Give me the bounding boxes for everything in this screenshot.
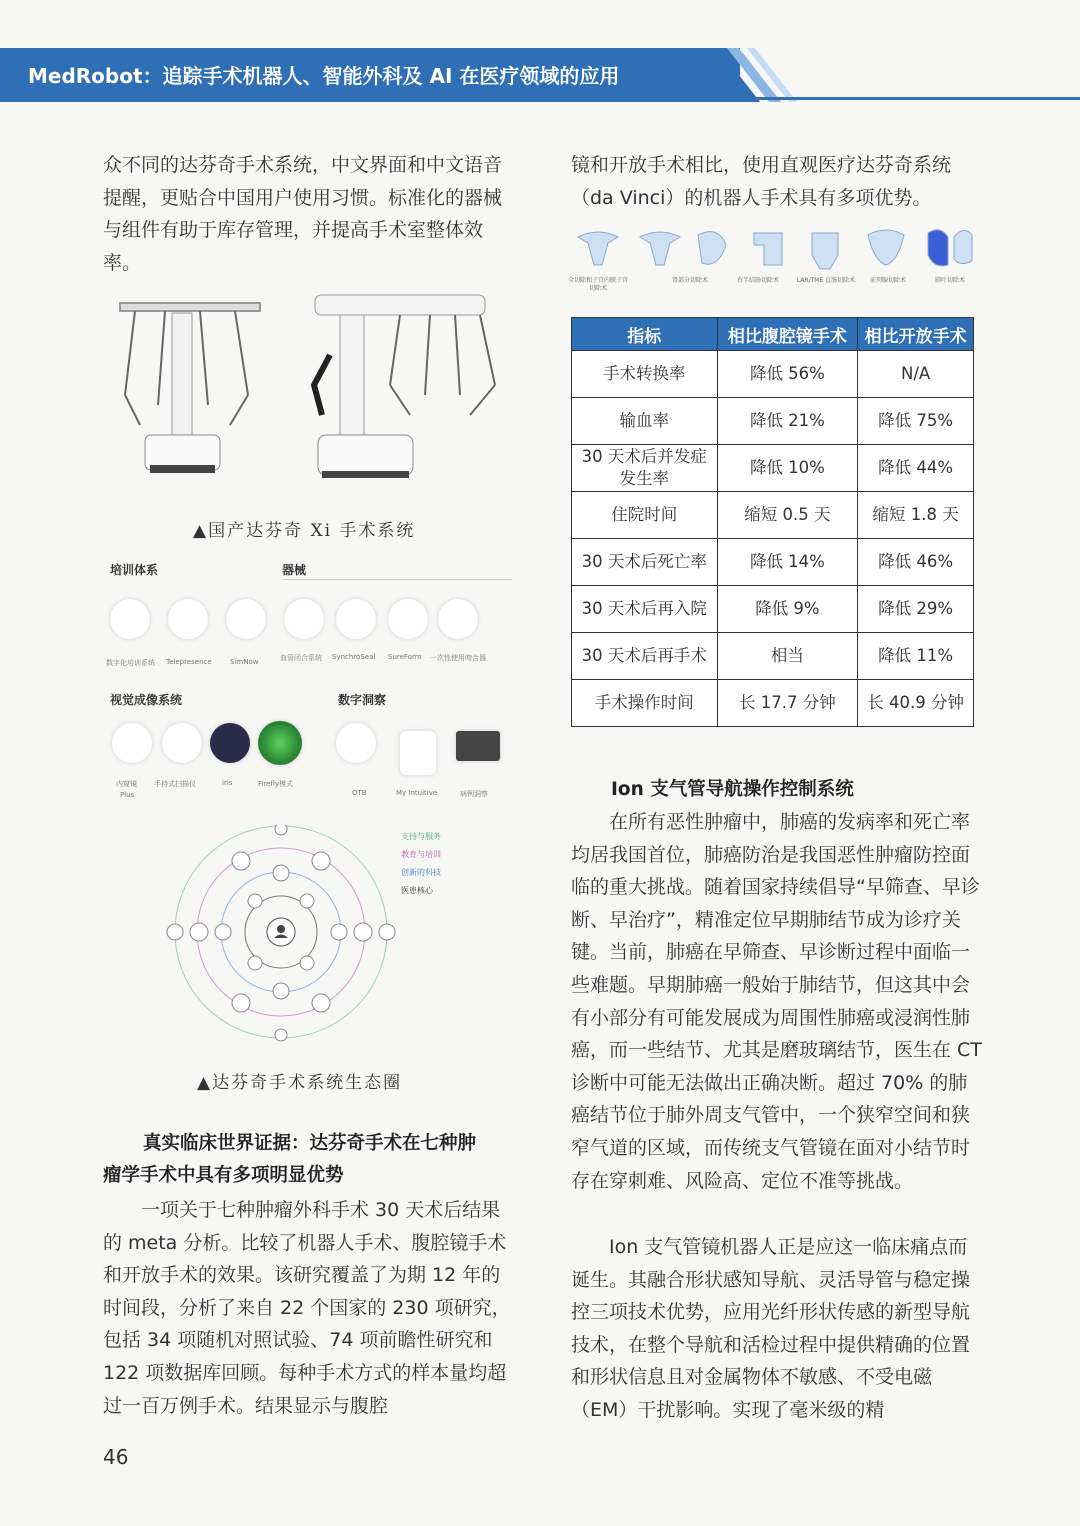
table-row <box>572 492 974 539</box>
table-cell: 降低 29% <box>858 586 974 633</box>
divider <box>282 579 512 580</box>
ion-section-title: Ion 支气管导航操作控制系统 <box>611 779 854 800</box>
simulator-icon <box>226 599 266 639</box>
figure-caption-xi: ▲国产达芬奇 Xi 手术系统 <box>193 521 416 541</box>
table-cell: 相当 <box>717 633 858 680</box>
instrument-icon <box>388 599 428 639</box>
instrument-label: SynchroSeal <box>332 653 376 661</box>
phone-icon <box>400 731 436 775</box>
organ-label: 全切除和子宫内膜子宫切除术 <box>568 277 629 292</box>
figure-caption-ecosystem: ▲达芬奇手术系统生态圈 <box>197 1073 403 1093</box>
digital-title: 数字洞察 <box>338 693 387 707</box>
table-header-row <box>572 318 974 351</box>
instrument-icon <box>336 599 376 639</box>
instrument-label: 一次性使用吻合器 <box>430 654 486 662</box>
table-header: 相比开放手术 <box>858 318 974 351</box>
organ-illustration-strip <box>568 225 978 305</box>
table-cell: 缩短 1.8 天 <box>858 492 974 539</box>
table-row <box>572 445 974 492</box>
table-row <box>572 539 974 586</box>
table-cell: 30 天术后并发症发生率 <box>572 445 718 492</box>
digital-label: My Intuitive <box>396 789 438 797</box>
digital-label: OTB <box>352 789 367 797</box>
table-cell: 手术转换率 <box>572 351 718 398</box>
section-title-line1: 真实临床世界证据：达芬奇手术在七种肿 <box>143 1133 477 1154</box>
table-header: 相比腹腔镜手术 <box>717 318 858 351</box>
table-row <box>572 633 974 680</box>
imaging-label: 内窥镜 <box>116 780 137 788</box>
table-cell: 降低 9% <box>717 586 858 633</box>
table-cell: 降低 56% <box>717 351 858 398</box>
iris-icon <box>210 723 250 763</box>
table-row <box>572 680 974 727</box>
ion-body-paragraph-1: 在所有恶性肿瘤中，肺癌的发病率和死亡率均居我国首位，肺癌防治是我国恶性肿瘤防控面临的重大挑战。随着国家持续倡导“早筛查、早诊断、早治疗”，精准定位早期肺结节成为诊疗关键。当前，肺癌在早筛查、早诊断过程中面临一些难题。早期肺癌一般始于肺结节，但这其中会有小部分有可能发展成为周围性肺癌或浸润性肺癌，而一些结节、尤其是磨玻璃结节，医生在 CT 诊断中可能无法做出正确决断。超过 70% 的肺癌结节位于肺外周支气管中，一个狭窄空间和狭窄气道的区域，而传统支气管镜在面对小结节时存在穿刺难、风险高、定位不准等挑战。 <box>571 811 982 1192</box>
table-cell: 降低 44% <box>858 445 974 492</box>
imaging-sub-label: Plus <box>120 791 135 799</box>
imaging-label: 手持式扫描仪 <box>154 780 196 788</box>
table-cell: 降低 21% <box>717 398 858 445</box>
endoscope-icon <box>112 723 152 763</box>
table-cell: 降低 10% <box>717 445 858 492</box>
training-icon <box>110 599 150 639</box>
instruments-title: 器械 <box>282 563 307 577</box>
imaging-title: 视觉成像系统 <box>110 693 183 707</box>
organ-label: 肾部分切除术 <box>671 277 708 284</box>
firefly-icon <box>258 721 302 765</box>
table-cell: 缩短 0.5 天 <box>717 492 858 539</box>
table-cell: 降低 46% <box>858 539 974 586</box>
instrument-icon <box>438 599 478 639</box>
ecosystem-product-grid <box>100 555 520 825</box>
instrument-icon <box>284 599 324 639</box>
training-label: 数字化培训系统 <box>106 659 155 667</box>
legend-patient-core: 医患核心 <box>401 886 433 895</box>
legend-support: 支持与服务 <box>401 832 441 841</box>
header-title: MedRobot：追踪手术机器人、智能外科及 AI 在医疗领域的应用 <box>28 64 620 88</box>
table-cell: 降低 75% <box>858 398 974 445</box>
table-cell: 长 40.9 分钟 <box>858 680 974 727</box>
section-title-line2: 瘤学手术中具有多项明显优势 <box>103 1165 344 1186</box>
ecosystem-circle-diagram <box>155 825 455 1045</box>
organ-label: 右半结肠切除术 <box>736 277 779 284</box>
table-cell: 住院时间 <box>572 492 718 539</box>
scanner-icon <box>162 723 202 763</box>
organ-label: LAR/TME 直肠切除术 <box>796 277 856 284</box>
legend-education: 教育与培训 <box>401 850 441 859</box>
table-cell: 降低 14% <box>717 539 858 586</box>
simnow-label: SimNow <box>230 658 259 666</box>
header-rule <box>740 97 1080 100</box>
telepresence-icon <box>168 599 208 639</box>
telepresence-label: Telepresence <box>166 658 212 666</box>
davinci-xi-robot-image <box>100 285 520 490</box>
ion-body-paragraph-2: Ion 支气管镜机器人正是应这一临床痛点而诞生。其融合形状感知导航、灵活导管与稳定操控三项技术优势，应用光纤形状传感的新型导航技术，在整个导航和活检过程中提供精确的位置和形状信息且对金属物体不敏感、不受电磁（EM）干扰影响。实现了毫米级的精 <box>571 1236 971 1421</box>
table-cell: 长 17.7 分钟 <box>717 680 858 727</box>
digital-label: 病例洞察 <box>460 790 488 798</box>
table-cell: 30 天术后死亡率 <box>572 539 718 586</box>
table-cell: 30 天术后再入院 <box>572 586 718 633</box>
organ-icons <box>568 225 978 275</box>
table-row <box>572 351 974 398</box>
page-number: 46 <box>103 1445 129 1469</box>
table-cell: 30 天术后再手术 <box>572 633 718 680</box>
table-cell: 输血率 <box>572 398 718 445</box>
table-cell: 手术操作时间 <box>572 680 718 727</box>
imaging-label: iris <box>222 779 233 787</box>
table-header: 指标 <box>572 318 718 351</box>
instrument-label: SureForm <box>388 653 422 661</box>
left-intro-paragraph: 众不同的达芬奇手术系统，中文界面和中文语音提醒，更贴合中国用户使用习惯。标准化的器械与组件有助于库存管理，并提高手术室整体效率。 <box>103 154 503 274</box>
training-title: 培训体系 <box>110 563 159 577</box>
legend-technology: 创新的科技 <box>401 868 441 877</box>
organ-label: 前列腺切除术 <box>869 277 906 284</box>
table-cell: N/A <box>858 351 974 398</box>
left-body-paragraph: 一项关于七种肿瘤外科手术 30 天术后结果的 meta 分析。比较了机器人手术、腹腔镜手术和开放手术的效果。该研究覆盖了为期 12 年的时间段，分析了来自 22 个国家的 230 项研究，包括 34 项随机对照试验、74 项前瞻性研究和 122 项数据库回顾。每种手术方式的样本量均超过一百万例手术。结果显示与腹腔 <box>103 1199 511 1417</box>
outcomes-table <box>571 317 974 727</box>
instrument-label: 血管闭合系统 <box>280 654 322 662</box>
page-header <box>0 48 1080 102</box>
table-row <box>572 398 974 445</box>
table-row <box>572 586 974 633</box>
table-cell: 降低 11% <box>858 633 974 680</box>
organ-label: 肺叶切除术 <box>934 277 965 284</box>
tablet-icon <box>456 731 500 761</box>
right-intro-paragraph: 镜和开放手术相比，使用直观医疗达芬奇系统（da Vinci）的机器人手术具有多项优势。 <box>571 154 952 209</box>
imaging-label: Firefly模式 <box>258 780 294 788</box>
otb-icon <box>336 723 376 763</box>
